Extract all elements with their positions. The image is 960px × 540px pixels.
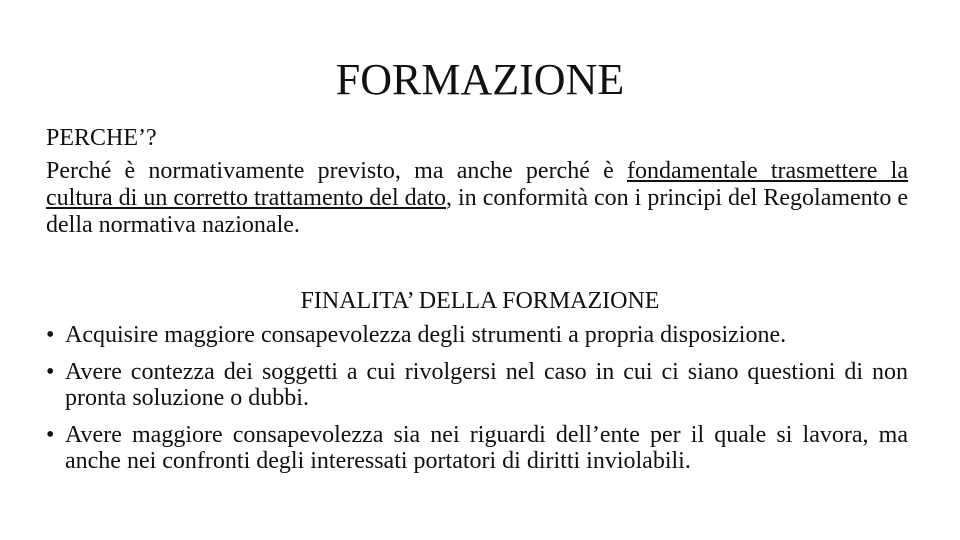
intro-paragraph (46, 158, 908, 239)
bullet-item (46, 322, 908, 348)
bullet-text: Avere maggiore consapevolezza sia nei riguardi dell’ente per il quale si lavora, ma anche nei confronti degli interessati portatori di diritti inviolabili. (65, 422, 908, 474)
paragraph-text-start: Perché è normativamente previsto, ma anche perché è (46, 158, 627, 184)
paragraph-underlined-text: fondamentale trasmettere la cultura di un corretto trattamento del dato (46, 158, 909, 211)
bullet-icon: • (46, 322, 55, 348)
paragraph-text-end: , in conformità con i principi del Regolamento e della normativa nazionale. (46, 185, 909, 238)
slide-title: FORMAZIONE (335, 55, 625, 104)
bullet-item (46, 422, 908, 474)
bullet-icon: • (46, 359, 55, 385)
bullet-list (46, 322, 908, 485)
section-subtitle: FINALITA’ DELLA FORMAZIONE (300, 288, 660, 314)
bullet-icon: • (46, 422, 55, 448)
bullet-text: Avere contezza dei soggetti a cui rivolgersi nel caso in cui ci siano questioni di non pronta soluzione o dubbi. (65, 359, 908, 411)
bullet-item (46, 359, 908, 411)
question-heading: PERCHE’? (46, 125, 157, 151)
bullet-text: Acquisire maggiore consapevolezza degli strumenti a propria disposizione. (65, 322, 787, 348)
